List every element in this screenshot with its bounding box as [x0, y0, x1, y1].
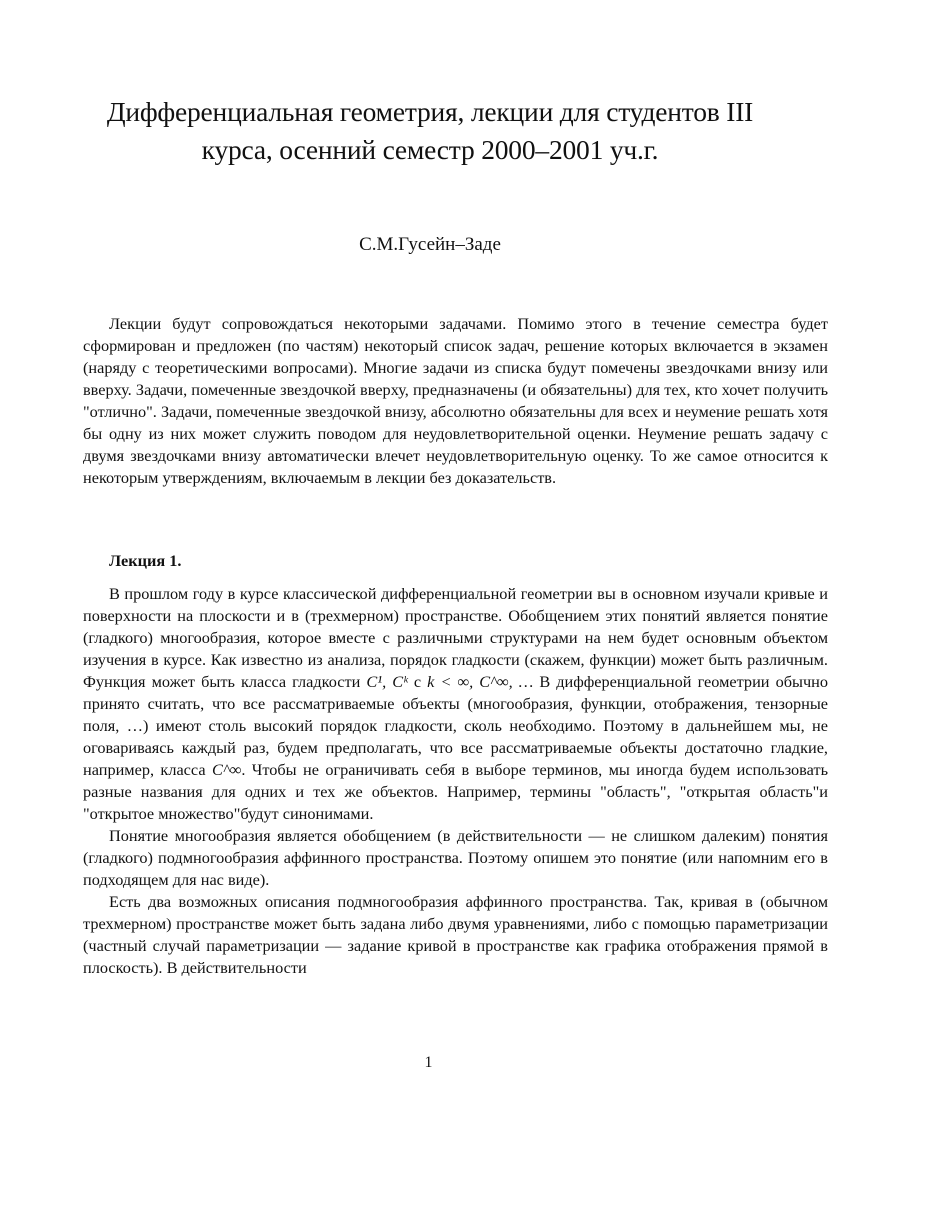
- lecture-paragraph-3: Есть два возможных описания подмногообразия аффинного пространства. Так, кривая в (обычном трехмерном) пространстве может быть задана либо двумя уравнениями, либо с помощью параметризации (частный случай параметризации — задание кривой в пространстве как графика отображения прямой в плоскость). В действительности: [83, 892, 828, 977]
- document-author: С.М.Гусейн–Заде: [359, 234, 501, 255]
- math-inline: k < ∞, C^∞, …: [427, 672, 534, 691]
- intro-section: [83, 313, 828, 489]
- document-title: Дифференциальная геометрия, лекции для студентов III курса, осенний семестр 2000–2001 уч.г.: [106, 96, 754, 165]
- text-run: . Чтобы не ограничивать себя в выборе терминов, мы иногда будем использовать разные названия для одних и тех же объектов. Например, термины "область", "открытая область"и "открытое множество"будут синонимами.: [83, 760, 828, 823]
- page-number: 1: [424, 1054, 433, 1071]
- lecture-paragraph-2: Понятие многообразия является обобщением (в действительности — не слишком далеким) понятия (гладкого) подмногообразия аффинного пространства. Поэтому опишем это понятие (или напомним его в подходящем для нас виде).: [83, 826, 828, 889]
- intro-paragraph: Лекции будут сопровождаться некоторыми задачами. Помимо этого в течение семестра будет сформирован и предложен (по частям) некоторый список задач, решение которых включается в экзамен (наряду с теоретическими вопросами). Многие задачи из списка будут помечены звездочками внизу или вверху. Задачи, помеченные звездочкой вверху, предназначены (и обязательны) для тех, кто хочет получить "отлично". Задачи, помеченные звездочкой внизу, абсолютно обязательны для всех и неумение решать хотя бы одну из них может служить поводом для неудовлетворительной оценки. Неумение решать задачу с двумя звездочками внизу автоматически влечет неудовлетворительную оценку. То же самое относится к некоторым утверждениям, включаемым в лекции без доказательств.: [83, 314, 828, 487]
- lecture-section: [83, 583, 828, 979]
- lecture-paragraph-1: [83, 583, 828, 825]
- text-run: В прошлом году в курсе классической дифференциальной геометрии вы в основном изучали кривые и поверхности на плоскости и в (трехмерном) пространстве. Обобщением этих понятий является понятие (гладкого) многообразия, которое вместе с различными структурами на нем будет основным объектом изучения в курсе. Как известно из анализа, порядок гладкости (скажем, функции) может быть различным. Функция может быть класса гладкости: [83, 584, 828, 691]
- math-inline: C¹, Cᵏ: [366, 672, 408, 691]
- text-run: с: [407, 672, 428, 691]
- lecture-heading: Лекция 1.: [109, 551, 182, 570]
- math-inline: C^∞: [211, 760, 242, 779]
- text-run: В дифференциальной геометрии обычно принято считать, что все рассматриваемые объекты (многообразия, функции, отображения, тензорные поля, …) имеют столь высокий порядок гладкости, сколь необходимо. Поэтому в дальнейшем мы, не оговариваясь каждый раз, будем предполагать, что все рассматриваемые объекты достаточно гладкие, например, класса: [83, 672, 828, 779]
